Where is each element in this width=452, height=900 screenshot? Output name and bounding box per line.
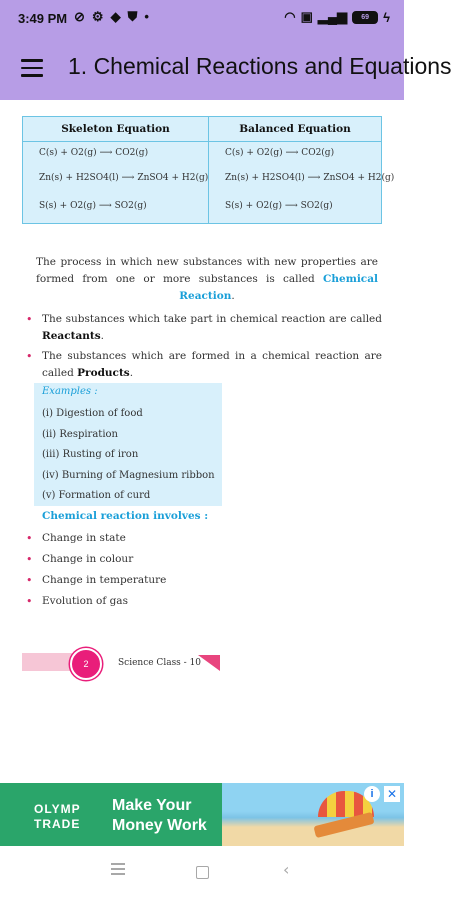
bullet-icon: • <box>26 532 33 545</box>
menu-icon[interactable] <box>21 59 43 77</box>
gear-icon: ⚙ <box>91 9 104 24</box>
status-right-icons <box>284 9 390 25</box>
bullet-text: The substances which are formed in a chemical reaction are called <box>42 350 382 379</box>
page-title: 1. Chemical Reactions and Equations <box>68 53 452 79</box>
ad-headline-line: Money Work <box>112 817 207 834</box>
balanced-equation: Zn(s) + H2SO4(l) ⟶ ZnSO4 + H2(g) <box>225 173 395 183</box>
ad-banner[interactable] <box>0 783 404 846</box>
page-content[interactable] <box>0 100 404 783</box>
do-not-disturb-icon: ⊘ <box>74 9 85 24</box>
example-item: (i) Digestion of food <box>42 408 143 419</box>
list-item <box>26 570 326 591</box>
ad-info-icon[interactable]: i <box>364 786 380 802</box>
involves-text: Evolution of gas <box>42 595 128 607</box>
status-bar <box>0 0 404 38</box>
ad-close-icon[interactable]: ✕ <box>384 786 400 802</box>
skeleton-column <box>23 117 209 223</box>
bullet-end: . <box>129 367 134 379</box>
status-left-icons <box>74 9 149 25</box>
bullet-icon: • <box>26 313 33 326</box>
bullet-bold: Products <box>77 367 130 379</box>
ad-headline-line: Make Your <box>112 797 192 814</box>
back-button[interactable]: ‹ <box>283 860 290 879</box>
footer-label: Science Class - 10 <box>118 658 202 668</box>
definition-paragraph <box>36 254 378 305</box>
sim-icon: ▣ <box>300 9 313 24</box>
list-item <box>26 311 382 345</box>
recent-apps-button[interactable] <box>111 863 125 878</box>
involves-list <box>26 528 326 612</box>
skeleton-equation: C(s) + O2(g) ⟶ CO2(g) <box>39 148 149 158</box>
page-number-badge: 2 <box>70 648 102 680</box>
status-time: 3:49 PM <box>18 11 68 26</box>
list-item <box>26 591 326 612</box>
skeleton-equation: Zn(s) + H2SO4(l) ⟶ ZnSO4 + H2(g) <box>39 173 209 183</box>
ad-logo <box>34 802 81 832</box>
bullet-icon: • <box>26 574 33 587</box>
list-item <box>26 549 326 570</box>
example-item: (iii) Rusting of iron <box>42 449 139 460</box>
list-item <box>26 528 326 549</box>
home-button[interactable] <box>196 866 209 879</box>
bullet-icon: • <box>26 350 33 363</box>
bullet-text: The substances which take part in chemical reaction are called <box>42 313 382 325</box>
example-item: (iv) Burning of Magnesium ribbon <box>42 469 215 481</box>
involves-title: Chemical reaction involves : <box>42 510 209 522</box>
bullet-bold: Reactants <box>42 330 101 342</box>
bullet-end: . <box>100 330 104 342</box>
system-nav-bar <box>0 846 404 900</box>
footer-triangle <box>198 655 220 671</box>
involves-text: Change in state <box>42 532 126 544</box>
balanced-equation: C(s) + O2(g) ⟶ CO2(g) <box>225 148 335 158</box>
ad-headline <box>112 796 207 836</box>
example-item: (v) Formation of curd <box>42 490 151 501</box>
involves-text: Change in temperature <box>42 574 167 586</box>
dot-icon: • <box>144 9 149 24</box>
shield-icon: ⛊ <box>127 9 138 24</box>
charging-icon: ϟ <box>383 9 390 25</box>
balanced-header: Balanced Equation <box>209 117 381 142</box>
app-bar <box>0 38 452 100</box>
involves-text: Change in colour <box>42 553 134 565</box>
equation-table <box>22 116 395 224</box>
bullet-list <box>26 311 382 385</box>
ad-logo-line: OLYMP <box>34 802 81 816</box>
definition-keyword: Chemical Reaction <box>179 273 378 302</box>
skeleton-equation: S(s) + O2(g) ⟶ SO2(g) <box>39 201 147 211</box>
definition-text: The process in which new substances with new properties are formed from one or more substances is called <box>36 256 378 285</box>
example-item: (ii) Respiration <box>42 428 118 440</box>
bullet-icon: • <box>26 553 33 566</box>
ad-logo-line: TRADE <box>34 817 81 831</box>
bullet-icon: • <box>26 595 33 608</box>
definition-end: . <box>231 290 235 302</box>
examples-title: Examples : <box>42 386 98 397</box>
balanced-equation: S(s) + O2(g) ⟶ SO2(g) <box>225 201 333 211</box>
battery-icon: 69 <box>352 11 378 24</box>
examples-box <box>34 383 222 506</box>
list-item <box>26 348 382 382</box>
wifi-icon: ◠ <box>284 9 296 24</box>
balanced-column <box>209 117 395 223</box>
app-icon: ◆ <box>110 9 121 24</box>
skeleton-header: Skeleton Equation <box>23 117 208 142</box>
signal-icon: ▂▄▆ <box>317 9 348 24</box>
